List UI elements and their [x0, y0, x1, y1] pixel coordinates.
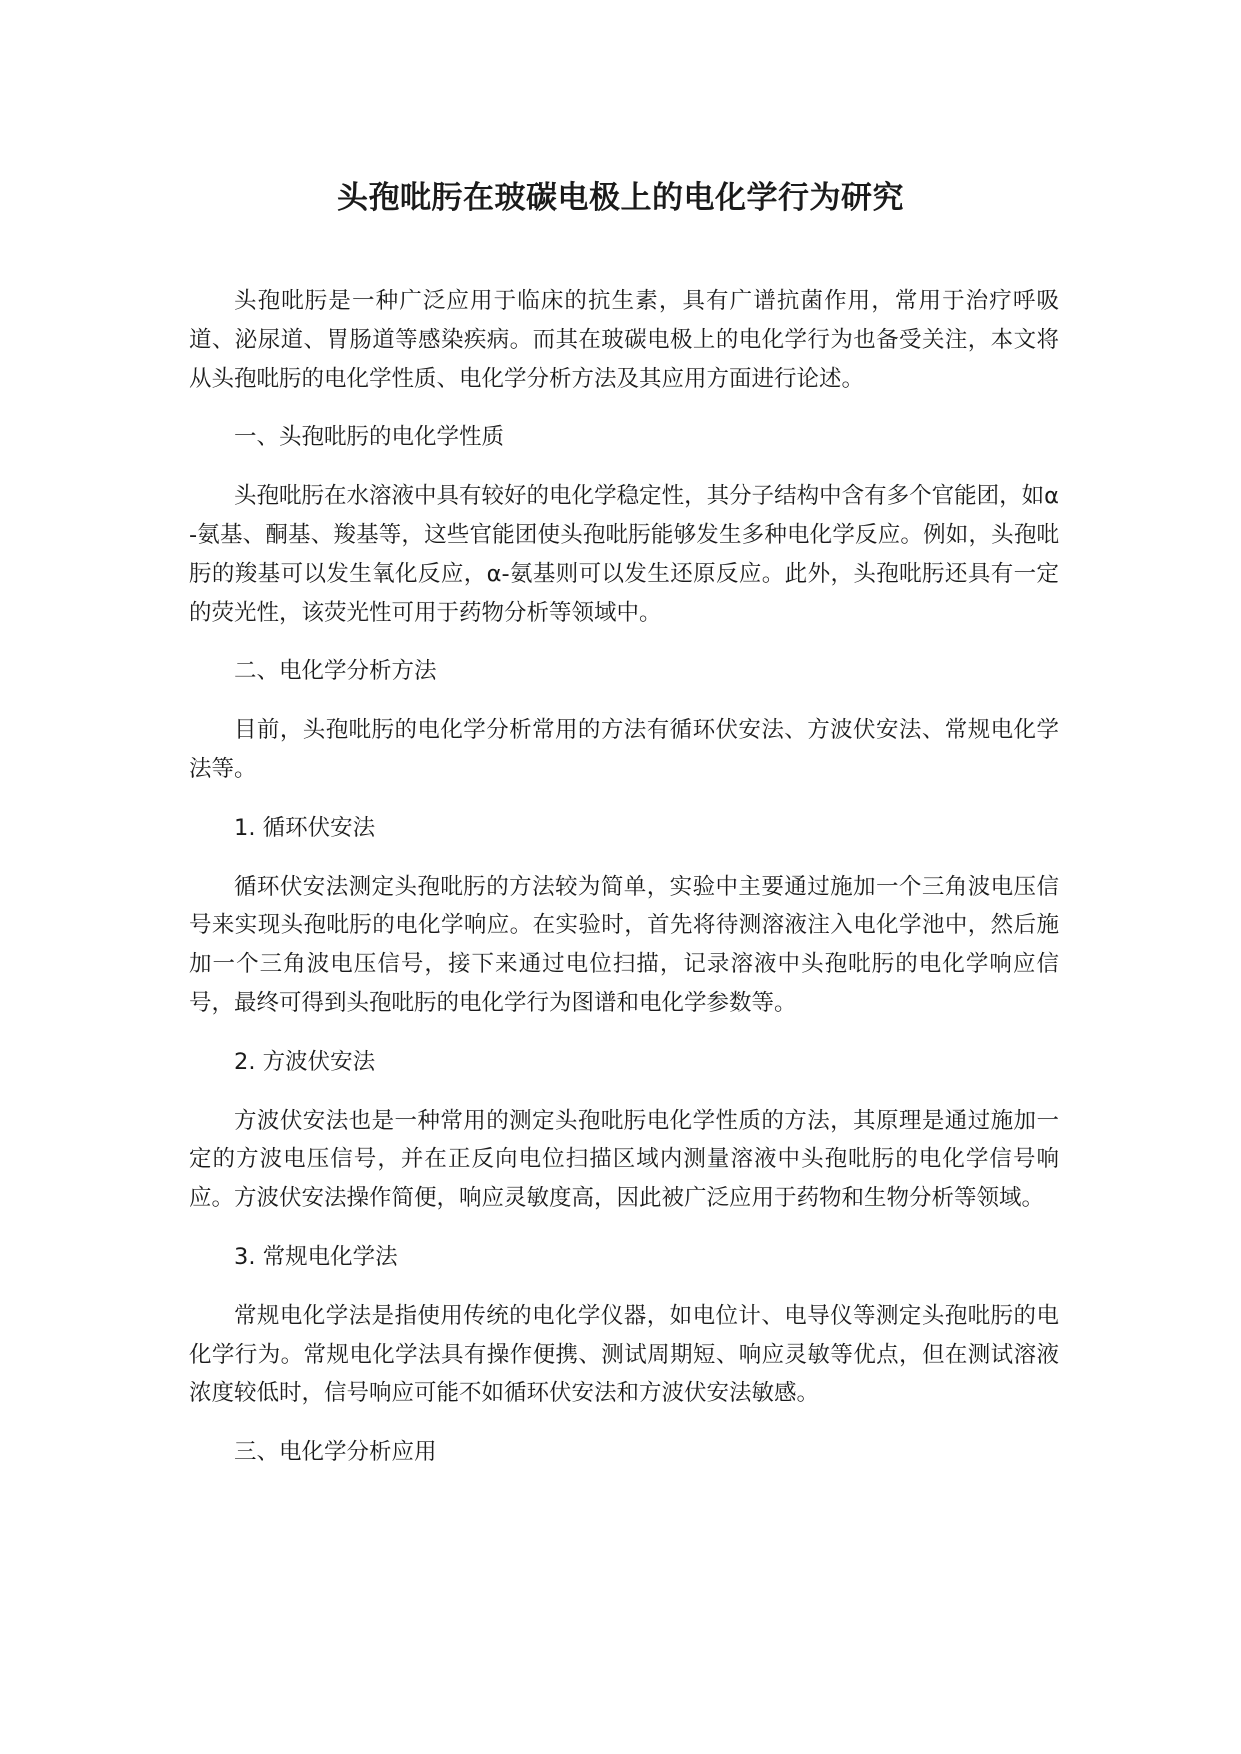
body-paragraph: 头孢吡肟是一种广泛应用于临床的抗生素，具有广谱抗菌作用，常用于治疗呼吸道、泌尿道、胃肠道等感染疾病。而其在玻碳电极上的电化学行为也备受关注，本文将从头孢吡肟的电化学性质、电化学分析方法及其应用方面进行论述。: [189, 288, 1059, 392]
document-title: 头孢吡肟在玻碳电极上的电化学行为研究: [337, 180, 904, 216]
section-heading: 二、电化学分析方法: [234, 658, 437, 685]
section-heading: 一、头孢吡肟的电化学性质: [234, 424, 505, 451]
body-paragraph: 循环伏安法测定头孢吡肟的方法较为简单，实验中主要通过施加一个三角波电压信号来实现头孢吡肟的电化学响应。在实验时，首先将待测溶液注入电化学池中，然后施加一个三角波电压信号，接下来通过电位扫描，记录溶液中头孢吡肟的电化学响应信号，最终可得到头孢吡肟的电化学行为图谱和电化学参数等。: [189, 873, 1059, 1016]
section-heading: 三、电化学分析应用: [234, 1439, 437, 1466]
section-heading: 3. 常规电化学法: [234, 1243, 398, 1270]
body-paragraph: 常规电化学法是指使用传统的电化学仪器，如电位计、电导仪等测定头孢吡肟的电化学行为。常规电化学法具有操作便携、测试周期短、响应灵敏等优点，但在测试溶液浓度较低时，信号响应可能不如循环伏安法和方波伏安法敏感。: [189, 1302, 1059, 1407]
body-paragraph: 方波伏安法也是一种常用的测定头孢吡肟电化学性质的方法，其原理是通过施加一定的方波电压信号，并在正反向电位扫描区域内测量溶液中头孢吡肟的电化学信号响应。方波伏安法操作简便，响应灵敏度高，因此被广泛应用于药物和生物分析等领域。: [189, 1107, 1059, 1212]
section-heading: 2. 方波伏安法: [234, 1048, 376, 1075]
section-heading: 1. 循环伏安法: [234, 814, 376, 841]
body-paragraph: 头孢吡肟在水溶液中具有较好的电化学稳定性，其分子结构中含有多个官能团，如α-氨基、酮基、羧基等，这些官能团使头孢吡肟能够发生多种电化学反应。例如，头孢吡肟的羧基可以发生氧化反应，α-氨基则可以发生还原反应。此外，头孢吡肟还具有一定的荧光性，该荧光性可用于药物分析等领域中。: [189, 483, 1059, 626]
document-body: [189, 282, 1059, 1492]
body-paragraph: 目前，头孢吡肟的电化学分析常用的方法有循环伏安法、方波伏安法、常规电化学法等。: [189, 717, 1059, 782]
